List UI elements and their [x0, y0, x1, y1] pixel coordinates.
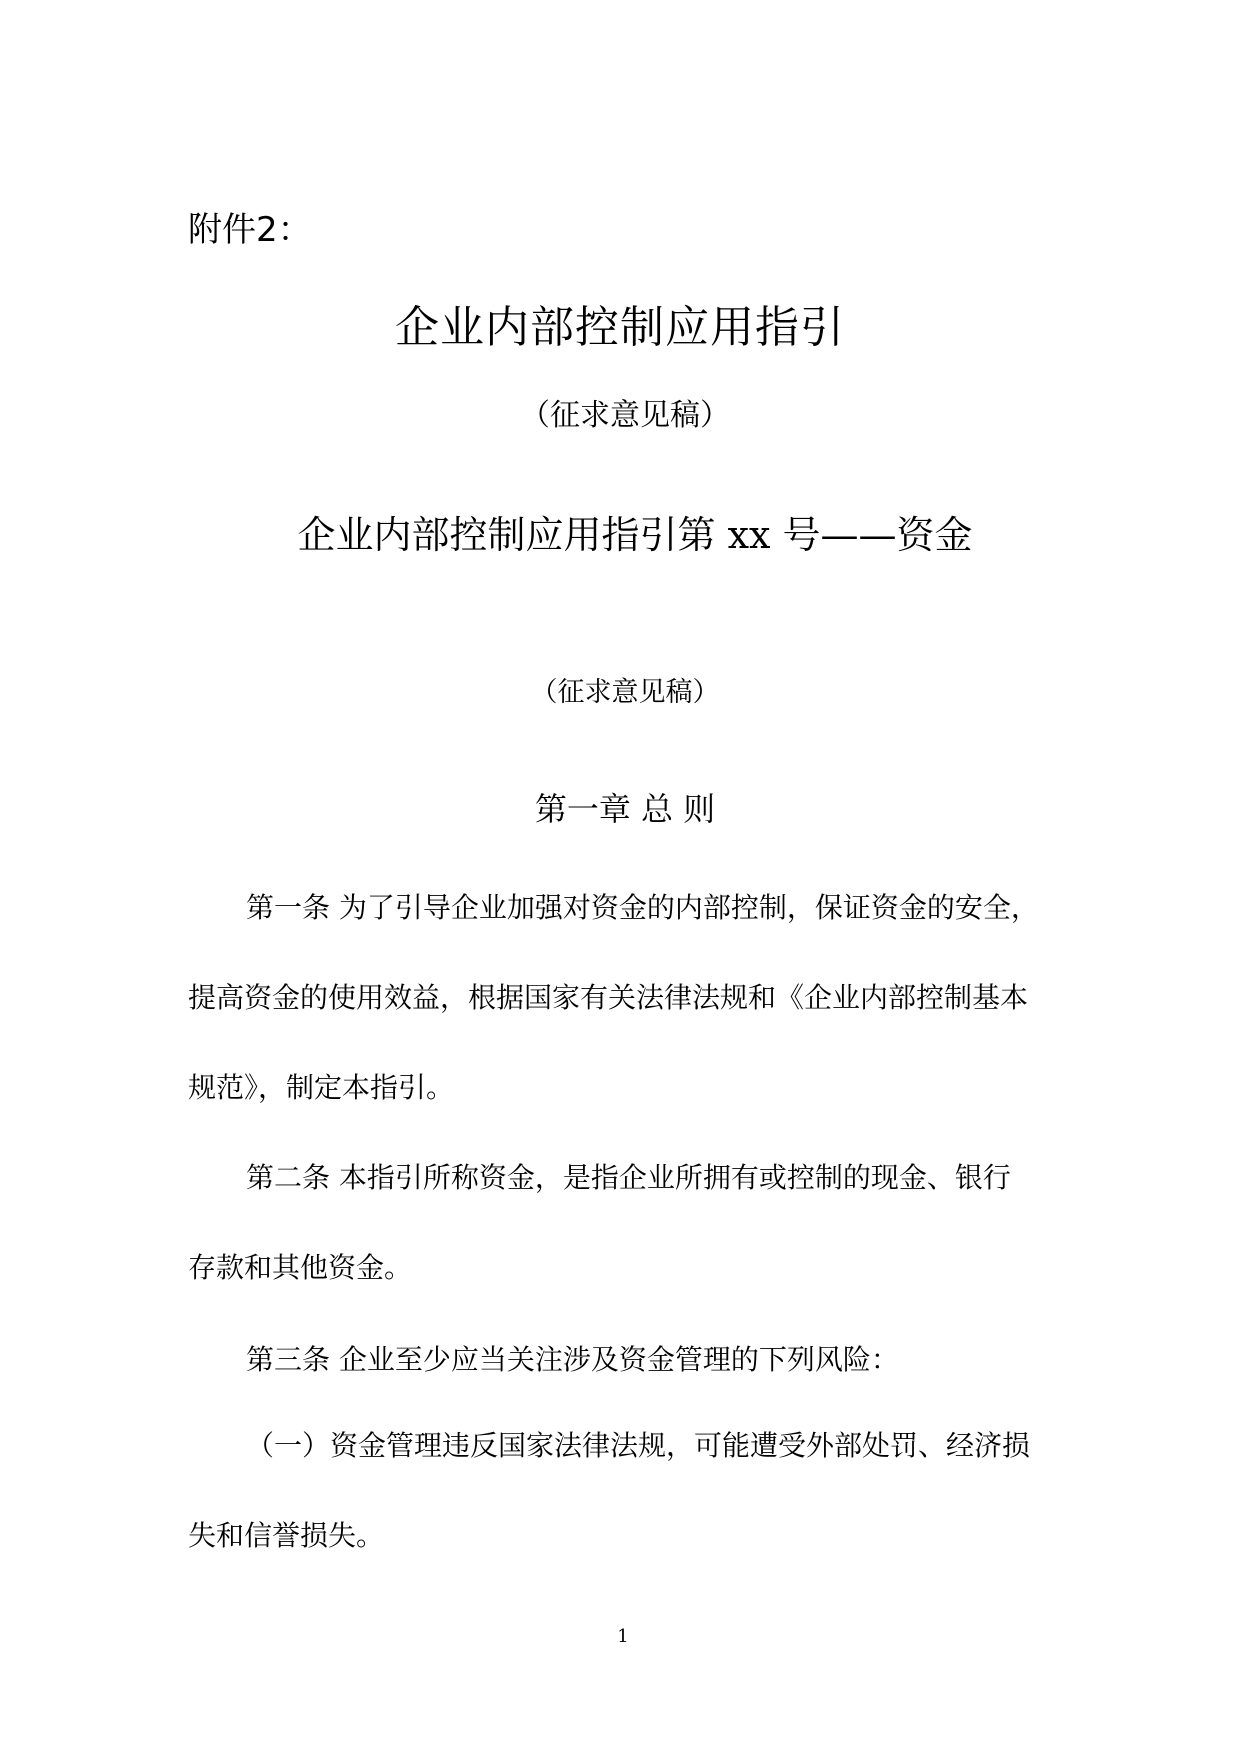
page-number: 1	[617, 1626, 629, 1647]
article-2-line-1: 第二条 本指引所称资金，是指企业所拥有或控制的现金、银行	[246, 1161, 1011, 1194]
article-1-line-2: 提高资金的使用效益，根据国家有关法律法规和《企业内部控制基本	[188, 981, 1029, 1014]
main-title: 企业内部控制应用指引	[395, 302, 845, 353]
risk-1-line-2: 失和信誉损失。	[188, 1519, 385, 1552]
article-1-line-1: 第一条 为了引导企业加强对资金的内部控制，保证资金的安全，	[246, 891, 1039, 924]
chapter-heading: 第一章 总 则	[534, 790, 716, 828]
document-subtitle: （征求意见稿）	[530, 677, 720, 708]
article-1-line-3: 规范》，制定本指引。	[188, 1071, 455, 1104]
attachment-label: 附件2：	[188, 210, 312, 250]
document-title: 企业内部控制应用指引第 xx 号——资金	[297, 513, 973, 557]
article-3-line-1: 第三条 企业至少应当关注涉及资金管理的下列风险：	[246, 1343, 899, 1376]
risk-1-line-1: （一）资金管理违反国家法律法规，可能遭受外部处罚、经济损	[246, 1429, 1031, 1462]
article-2-line-2: 存款和其他资金。	[188, 1251, 413, 1284]
main-subtitle: （征求意见稿）	[520, 398, 730, 433]
